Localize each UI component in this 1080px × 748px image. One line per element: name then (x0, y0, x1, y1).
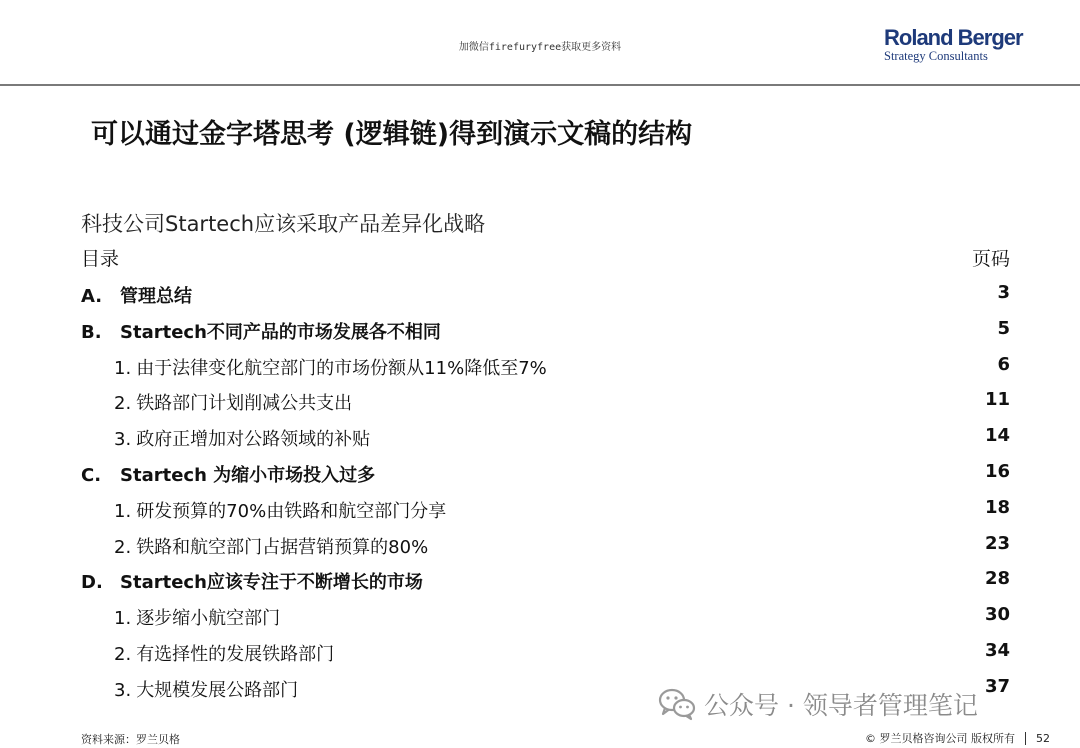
toc-section-title (81, 461, 375, 487)
toc-section-letter: C. (81, 464, 102, 486)
toc-item-number: 1. (114, 357, 132, 379)
toc-section-label: Startech不同产品的市场发展各不相同 (120, 321, 441, 343)
toc-item-title (114, 497, 446, 523)
table-of-contents (81, 276, 1010, 706)
watermark (658, 684, 978, 724)
toc-section (81, 276, 1010, 312)
toc-item-number: 1. (114, 500, 132, 522)
toc-item-label: 逐步缩小航空部门 (136, 608, 281, 630)
toc-item-number: 3. (114, 679, 132, 701)
toc-item-label: 政府正增加对公路领域的补贴 (136, 429, 371, 451)
toc-section-letter: B. (81, 321, 102, 343)
toc-page-number: 5 (997, 317, 1010, 339)
toc-item (81, 527, 1010, 563)
footer-right (865, 730, 1050, 746)
toc-page-number: 11 (984, 389, 1010, 411)
toc-item (81, 634, 1010, 670)
toc-item (81, 598, 1010, 634)
toc-item-title (114, 604, 280, 630)
toc-item-title (114, 676, 298, 702)
toc-item-title (114, 640, 334, 666)
toc-page-number: 34 (984, 639, 1010, 661)
toc-section-label: Startech 为缩小市场投入过多 (120, 464, 376, 486)
toc-section (81, 562, 1010, 598)
toc-item (81, 383, 1010, 419)
toc-item-number: 1. (114, 608, 132, 630)
toc-item (81, 348, 1010, 384)
toc-section-label: 管理总结 (120, 286, 192, 307)
toc-item-number: 3. (114, 429, 132, 451)
page-subtitle: 科技公司Startech应该采取产品差异化战略 (81, 212, 486, 236)
toc-item-label: 有选择性的发展铁路部门 (136, 643, 335, 665)
toc-item-title (114, 425, 370, 451)
toc-item-number: 2. (114, 643, 132, 665)
toc-item-label: 大规模发展公路部门 (136, 679, 299, 701)
page-title: 可以通过金字塔思考 (逻辑链)得到演示文稿的结构 (91, 119, 693, 150)
logo-tagline: Strategy Consultants (884, 49, 988, 63)
toc-header-page: 页码 (971, 248, 1010, 270)
toc-section-letter: D. (81, 572, 103, 594)
toc-item-title (114, 533, 428, 559)
toc-page-number: 16 (984, 460, 1010, 482)
toc-item-label: 铁路和航空部门占据营销预算的80% (136, 536, 429, 558)
toc-header-contents: 目录 (81, 248, 120, 270)
header-divider (0, 84, 1080, 86)
toc-page-number: 23 (984, 532, 1010, 554)
toc-item-label: 铁路部门计划削减公共支出 (136, 393, 353, 415)
toc-section-title (81, 318, 441, 344)
roland-berger-logo (884, 25, 1023, 63)
toc-item-label: 由于法律变化航空部门的市场份额从11%降低至7% (136, 357, 547, 379)
wechat-icon (658, 687, 696, 721)
toc-section-title (81, 568, 423, 594)
toc-page-number: 28 (984, 568, 1010, 590)
toc-page-number: 6 (997, 353, 1010, 375)
logo-wordmark: Roland Berger (884, 25, 1023, 50)
toc-section (81, 312, 1010, 348)
toc-section-title (81, 282, 192, 308)
toc-header (81, 244, 1010, 272)
toc-page-number: 30 (984, 604, 1010, 626)
toc-page-number: 37 (984, 675, 1010, 697)
toc-section-letter: A. (81, 286, 103, 307)
toc-page-number: 14 (984, 425, 1010, 447)
toc-item-title (114, 354, 547, 380)
header-note: 加微信firefuryfree获取更多资料 (458, 42, 622, 53)
toc-item-title (114, 389, 352, 415)
toc-item (81, 491, 1010, 527)
toc-item-number: 2. (114, 393, 132, 415)
toc-item (81, 419, 1010, 455)
footer-page-number: 52 (1036, 731, 1050, 745)
footer-source: 资料来源：罗兰贝格 (81, 733, 180, 746)
footer-copyright: © 罗兰贝格咨询公司 版权所有 (865, 732, 1015, 745)
toc-item-label: 研发预算的70%由铁路和航空部门分享 (136, 500, 447, 522)
toc-item-number: 2. (114, 536, 132, 558)
watermark-text: 公众号 · 领导者管理笔记 (704, 691, 978, 720)
footer-divider (1025, 732, 1026, 745)
toc-section-label: Startech应该专注于不断增长的市场 (120, 572, 423, 594)
toc-section (81, 455, 1010, 491)
toc-page-number: 3 (997, 282, 1010, 303)
toc-page-number: 18 (984, 496, 1010, 518)
